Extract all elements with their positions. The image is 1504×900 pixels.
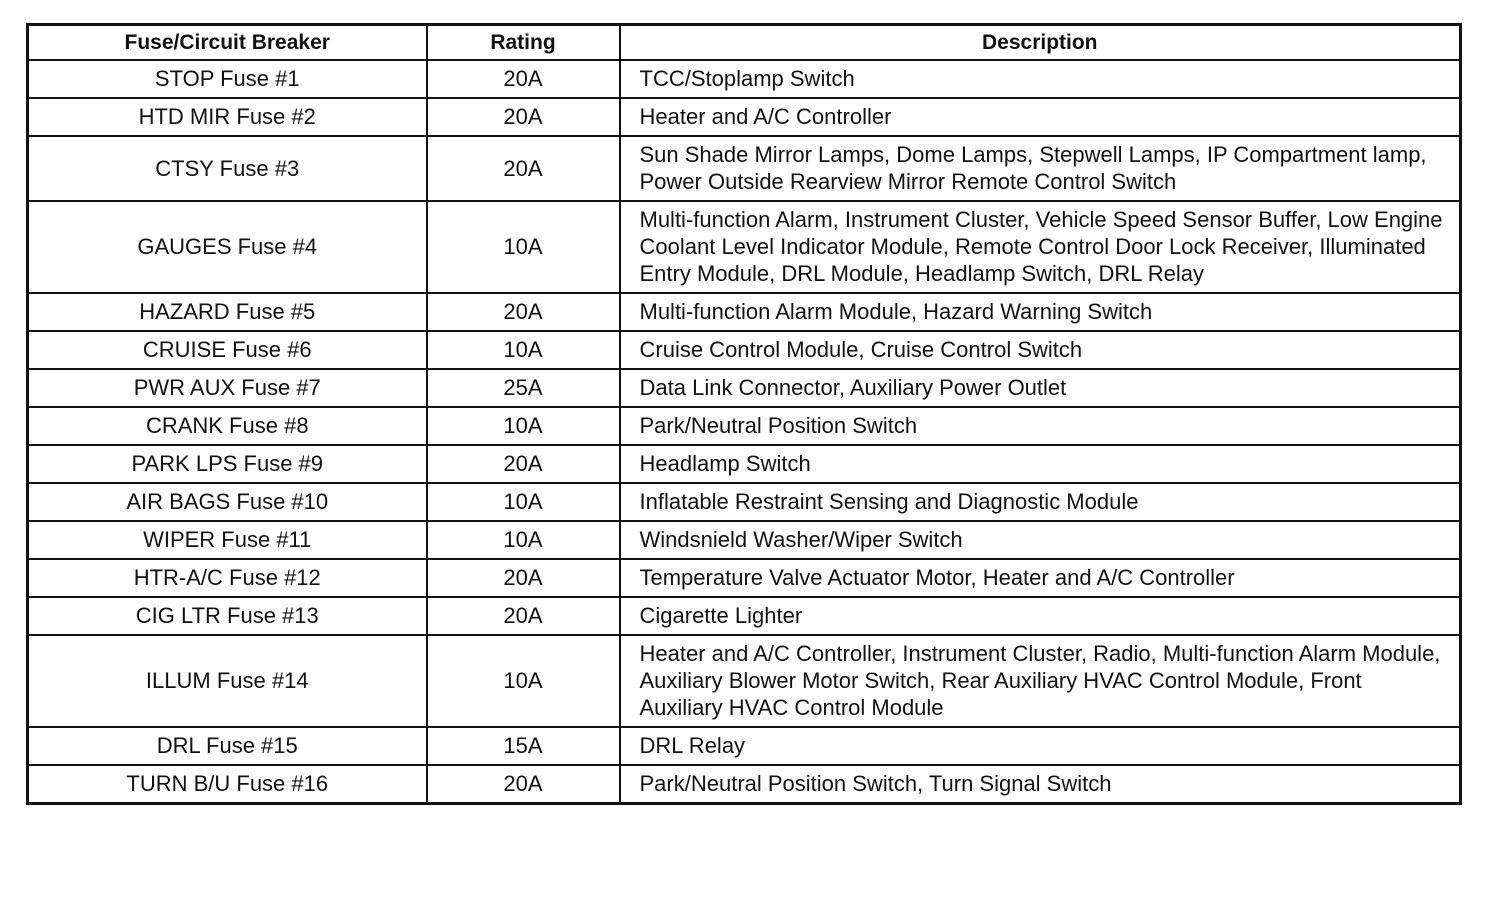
rating-cell: 10A: [427, 331, 620, 369]
rating-cell: 20A: [427, 765, 620, 804]
description-cell: Heater and A/C Controller: [620, 98, 1461, 136]
fuse-cell: GAUGES Fuse #4: [28, 201, 427, 293]
header-fuse: Fuse/Circuit Breaker: [28, 25, 427, 61]
rating-cell: 10A: [427, 635, 620, 727]
fuse-cell: WIPER Fuse #11: [28, 521, 427, 559]
table-row: [28, 331, 1461, 369]
description-cell: DRL Relay: [620, 727, 1461, 765]
header-description: Description: [620, 25, 1461, 61]
rating-cell: 20A: [427, 445, 620, 483]
table-row: [28, 635, 1461, 727]
header-rating: Rating: [427, 25, 620, 61]
fuse-cell: DRL Fuse #15: [28, 727, 427, 765]
table-row: [28, 559, 1461, 597]
description-cell: Cruise Control Module, Cruise Control Switch: [620, 331, 1461, 369]
rating-cell: 20A: [427, 136, 620, 201]
fuse-cell: CRUISE Fuse #6: [28, 331, 427, 369]
fuse-cell: STOP Fuse #1: [28, 60, 427, 98]
table-row: [28, 727, 1461, 765]
table-row: [28, 136, 1461, 201]
description-cell: Park/Neutral Position Switch: [620, 407, 1461, 445]
rating-cell: 20A: [427, 293, 620, 331]
rating-cell: 15A: [427, 727, 620, 765]
table-row: [28, 483, 1461, 521]
table-row: [28, 407, 1461, 445]
description-cell: Temperature Valve Actuator Motor, Heater and A/C Controller: [620, 559, 1461, 597]
rating-cell: 20A: [427, 60, 620, 98]
fuse-cell: HTD MIR Fuse #2: [28, 98, 427, 136]
description-cell: Sun Shade Mirror Lamps, Dome Lamps, Stepwell Lamps, IP Compartment lamp, Power Outside Rearview Mirror Remote Control Switch: [620, 136, 1461, 201]
fuse-cell: TURN B/U Fuse #16: [28, 765, 427, 804]
fuse-cell: ILLUM Fuse #14: [28, 635, 427, 727]
rating-cell: 10A: [427, 483, 620, 521]
description-cell: Inflatable Restraint Sensing and Diagnostic Module: [620, 483, 1461, 521]
fuse-cell: PWR AUX Fuse #7: [28, 369, 427, 407]
fuse-cell: PARK LPS Fuse #9: [28, 445, 427, 483]
rating-cell: 10A: [427, 407, 620, 445]
description-cell: TCC/Stoplamp Switch: [620, 60, 1461, 98]
table-row: [28, 60, 1461, 98]
fuse-cell: CTSY Fuse #3: [28, 136, 427, 201]
fuse-cell: HTR-A/C Fuse #12: [28, 559, 427, 597]
description-cell: Cigarette Lighter: [620, 597, 1461, 635]
fuse-cell: CRANK Fuse #8: [28, 407, 427, 445]
fuse-cell: HAZARD Fuse #5: [28, 293, 427, 331]
fuse-table: [26, 23, 1462, 805]
rating-cell: 20A: [427, 98, 620, 136]
table-row: [28, 369, 1461, 407]
rating-cell: 10A: [427, 521, 620, 559]
rating-cell: 20A: [427, 559, 620, 597]
fuse-cell: CIG LTR Fuse #13: [28, 597, 427, 635]
description-cell: Park/Neutral Position Switch, Turn Signal Switch: [620, 765, 1461, 804]
table-row: [28, 445, 1461, 483]
description-cell: Multi-function Alarm Module, Hazard Warning Switch: [620, 293, 1461, 331]
description-cell: Windsnield Washer/Wiper Switch: [620, 521, 1461, 559]
table-body: [28, 60, 1461, 804]
description-cell: Data Link Connector, Auxiliary Power Outlet: [620, 369, 1461, 407]
description-cell: Heater and A/C Controller, Instrument Cluster, Radio, Multi-function Alarm Module, Auxiliary Blower Motor Switch, Rear Auxiliary HVAC Control Module, Front Auxiliary HVAC Control Module: [620, 635, 1461, 727]
table-header: [28, 25, 1461, 61]
rating-cell: 20A: [427, 597, 620, 635]
table-row: [28, 597, 1461, 635]
table-row: [28, 765, 1461, 804]
table-row: [28, 521, 1461, 559]
fuse-cell: AIR BAGS Fuse #10: [28, 483, 427, 521]
rating-cell: 10A: [427, 201, 620, 293]
table-row: [28, 98, 1461, 136]
description-cell: Multi-function Alarm, Instrument Cluster, Vehicle Speed Sensor Buffer, Low Engine Coolant Level Indicator Module, Remote Control Door Lock Receiver, Illuminated Entry Module, DRL Module, Headlamp Switch, DRL Relay: [620, 201, 1461, 293]
description-cell: Headlamp Switch: [620, 445, 1461, 483]
header-row: [28, 25, 1461, 61]
table-row: [28, 293, 1461, 331]
rating-cell: 25A: [427, 369, 620, 407]
table-row: [28, 201, 1461, 293]
